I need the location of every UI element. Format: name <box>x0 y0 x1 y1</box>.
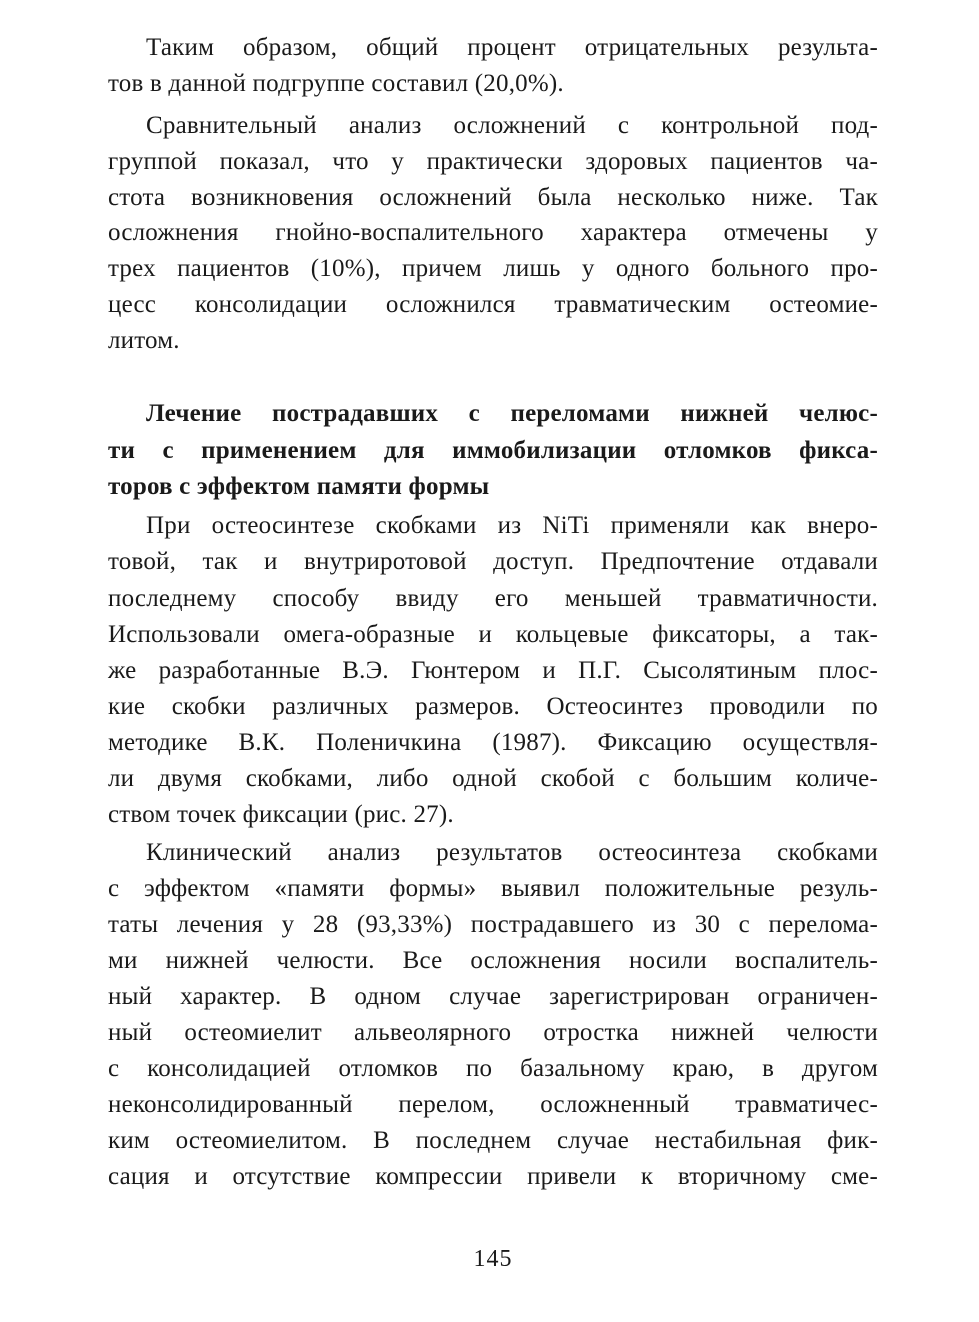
text-line: цесс консолидации осложнился травматическим остеомие- <box>108 291 878 318</box>
text-line: таты лечения у 28 (93,33%) пострадавшего из 30 с перелома- <box>108 911 878 938</box>
text-line: сация и отсутствие компрессии привели к вторичному сме- <box>108 1163 878 1190</box>
text-line: с консолидацией отломков по базальному краю, в другом <box>108 1055 878 1082</box>
text-line: товой, так и внутриротовой доступ. Предпочтение отдавали <box>108 548 878 575</box>
text-line: ми нижней челюсти. Все осложнения носили воспалитель- <box>108 947 878 974</box>
text-line: ный остеомиелит альвеолярного отростка нижней челюсти <box>108 1019 878 1046</box>
text-line: ством точек фиксации (рис. 27). <box>108 801 454 828</box>
text-line: методике В.К. Поленичкина (1987). Фиксацию осуществля- <box>108 729 878 756</box>
text-line: Сравнительный анализ осложнений с контрольной под- <box>146 112 878 139</box>
text-line: же разработанные В.Э. Гюнтером и П.Г. Сысолятиным плос- <box>108 657 878 684</box>
text-line: ный характер. В одном случае зарегистрирован ограничен- <box>108 983 878 1010</box>
text-line: с эффектом «памяти формы» выявил положительные резуль- <box>108 875 878 902</box>
text-line: неконсолидированный перелом, осложненный травматичес- <box>108 1091 878 1118</box>
text-line: Таким образом, общий процент отрицательных результа- <box>146 34 878 61</box>
heading-line: ти с применением для иммобилизации отломков фикса- <box>108 437 878 464</box>
heading-line: торов с эффектом памяти формы <box>108 473 490 500</box>
text-line: ли двумя скобками, либо одной скобой с большим количе- <box>108 765 878 792</box>
text-line: кие скобки различных размеров. Остеосинтез проводили по <box>108 693 878 720</box>
text-line: Клинический анализ результатов остеосинтеза скобками <box>146 839 878 866</box>
text-line: Использовали омега-образные и кольцевые фиксаторы, а так- <box>108 621 878 648</box>
text-line: группой показал, что у практически здоровых пациентов ча- <box>108 148 878 175</box>
text-line: трех пациентов (10%), причем лишь у одного больного про- <box>108 255 878 282</box>
text-line: При остеосинтезе скобками из NiTi применяли как внеро- <box>146 512 878 539</box>
text-line: осложнения гнойно-воспалительного характера отмечены у <box>108 219 878 246</box>
text-line: литом. <box>108 327 180 354</box>
text-line: стота возникновения осложнений была несколько ниже. Так <box>108 184 878 211</box>
book-page <box>108 0 878 1322</box>
heading-line: Лечение пострадавших с переломами нижней челюс- <box>146 400 878 427</box>
text-line: последнему способу ввиду его меньшей травматичности. <box>108 585 878 612</box>
text-line: тов в данной подгруппе составил (20,0%). <box>108 70 564 97</box>
text-line: ким остеомиелитом. В последнем случае нестабильная фик- <box>108 1127 878 1154</box>
page-number: 145 <box>473 1246 513 1272</box>
